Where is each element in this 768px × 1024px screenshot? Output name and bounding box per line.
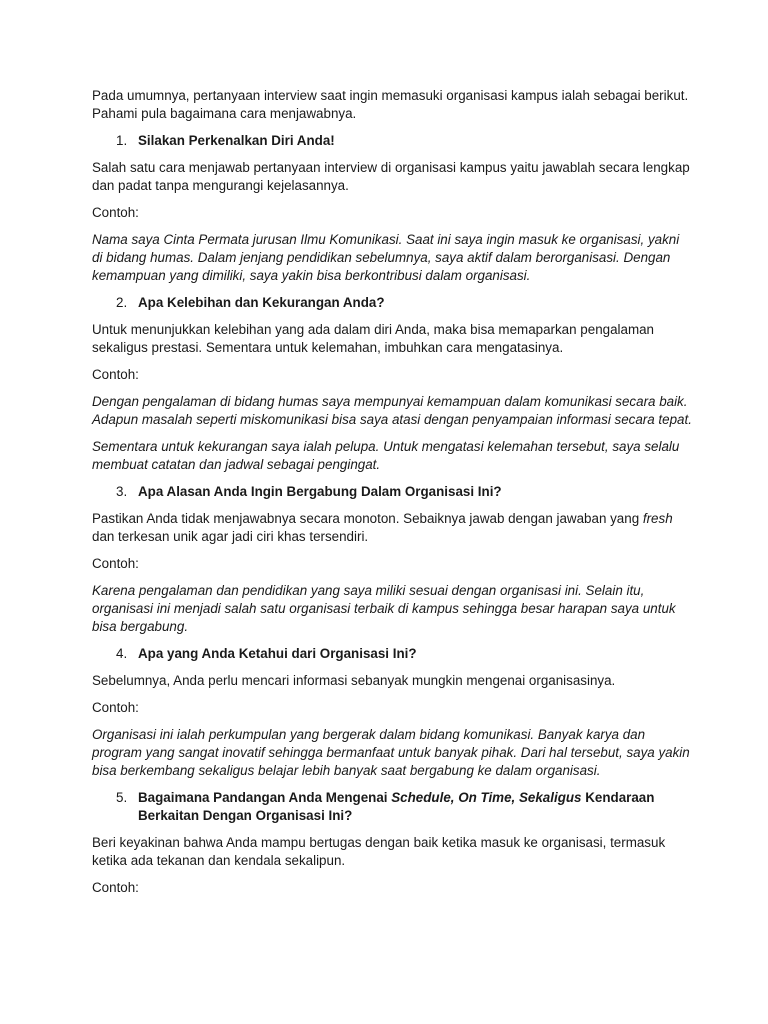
example-label: Contoh: <box>92 700 139 715</box>
example-answer: Karena pengalaman dan pendidikan yang saya miliki sesuai dengan organisasi ini. Selain itu, organisasi ini menjadi salah satu organisasi terbaik di kampus sehingga besar harapan saya untuk bisa bergabung. <box>92 583 676 634</box>
list-number: 3. <box>116 484 128 499</box>
question-heading-1 <box>92 132 692 150</box>
document-body <box>92 87 692 906</box>
question-heading-5 <box>92 789 692 825</box>
example-answer: Nama saya Cinta Permata jurusan Ilmu Komunikasi. Saat ini saya ingin masuk ke organisasi, yakni di bidang humas. Dalam jenjang pendidikan sebelumnya, saya aktif dalam berorganisasi. Dengan kemampuan yang dimiliki, saya yakin bisa berkontribusi dalam organisasi. <box>92 232 680 283</box>
answer-tip-text: Pastikan Anda tidak menjawabnya secara monoton. Sebaiknya jawab dengan jawaban yang <box>92 511 643 526</box>
question-title-italic: Schedule, On Time, Sekaligus <box>391 790 582 805</box>
answer-tip-italic: fresh <box>642 511 673 526</box>
example-label: Contoh: <box>92 205 139 220</box>
question-title: Apa Kelebihan dan Kekurangan Anda? <box>138 295 385 310</box>
question-heading-4 <box>92 645 692 663</box>
answer-tip <box>92 510 692 546</box>
answer-tip-text: dan terkesan unik agar jadi ciri khas tersendiri. <box>92 529 369 544</box>
example-answer: Sementara untuk kekurangan saya ialah pelupa. Untuk mengatasi kelemahan tersebut, saya selalu membuat catatan dan jadwal sebagai pengingat. <box>92 439 680 472</box>
list-number: 5. <box>116 790 128 805</box>
list-number: 2. <box>116 295 128 310</box>
example-answer: Dengan pengalaman di bidang humas saya mempunyai kemampuan dalam komunikasi secara baik. Adapun masalah seperti miskomunikasi bisa saya atasi dengan penyampaian informasi secara tepat. <box>92 394 692 427</box>
question-title-text: Bagaimana Pandangan Anda Mengenai <box>138 790 392 805</box>
answer-tip: Sebelumnya, Anda perlu mencari informasi sebanyak mungkin mengenai organisasinya. <box>92 673 616 688</box>
answer-tip: Beri keyakinan bahwa Anda mampu bertugas dengan baik ketika masuk ke organisasi, termasuk ketika ada tekanan dan kendala sekalipun. <box>92 835 666 868</box>
list-number: 1. <box>116 133 128 148</box>
example-label: Contoh: <box>92 367 139 382</box>
answer-tip: Salah satu cara menjawab pertanyaan interview di organisasi kampus yaitu jawablah secara lengkap dan padat tanpa mengurangi kejelasannya. <box>92 160 690 193</box>
question-title: Silakan Perkenalkan Diri Anda! <box>138 133 335 148</box>
example-label: Contoh: <box>92 556 139 571</box>
question-heading-3 <box>92 483 692 501</box>
question-title <box>138 789 692 825</box>
example-label: Contoh: <box>92 880 139 895</box>
question-title: Apa Alasan Anda Ingin Bergabung Dalam Organisasi Ini? <box>138 484 502 499</box>
question-title-text: Kendaraan Berkaitan Dengan Organisasi Ini? <box>138 790 655 823</box>
question-heading-2 <box>92 294 692 312</box>
example-answer: Organisasi ini ialah perkumpulan yang bergerak dalam bidang komunikasi. Banyak karya dan program yang sangat inovatif sehingga bermanfaat untuk banyak pihak. Dari hal tersebut, saya yakin bisa berkembang sekaligus belajar lebih banyak saat bergabung ke dalam organisasi. <box>92 727 690 778</box>
intro-paragraph: Pada umumnya, pertanyaan interview saat ingin memasuki organisasi kampus ialah sebagai berikut. Pahami pula bagaimana cara menjawabnya. <box>92 88 689 121</box>
list-number: 4. <box>116 646 128 661</box>
answer-tip: Untuk menunjukkan kelebihan yang ada dalam diri Anda, maka bisa memaparkan pengalaman sekaligus prestasi. Sementara untuk kelemahan, imbuhkan cara mengatasinya. <box>92 322 655 355</box>
question-title: Apa yang Anda Ketahui dari Organisasi Ini? <box>138 646 417 661</box>
